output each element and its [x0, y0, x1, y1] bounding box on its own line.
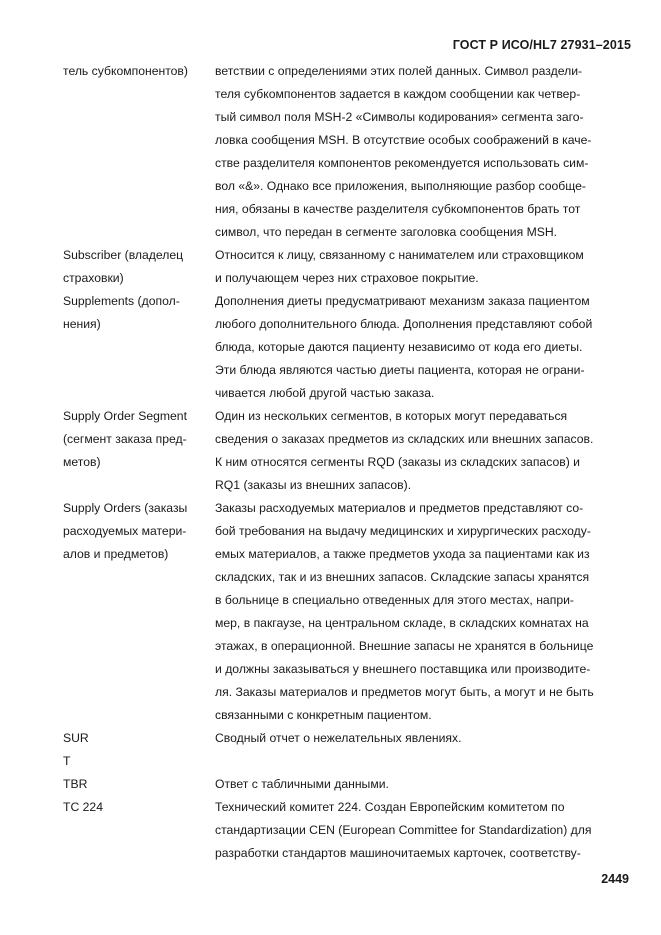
glossary-entry [63, 405, 633, 497]
definition-line: стандартизации CEN (European Committee for Standardization) для [215, 823, 592, 837]
definition-line: Один из нескольких сегментов, в которых могут передаваться [215, 409, 568, 423]
term-line: Supply Orders (заказы [63, 501, 188, 515]
term-line: TC 224 [63, 800, 103, 814]
definition-line: сведения о заказах предметов из складских или внешних запасов. [215, 432, 594, 446]
term-line: алов и предметов) [63, 547, 169, 561]
definition-line: связанными с конкретным пациентом. [215, 708, 432, 722]
glossary-entry [63, 290, 633, 405]
definition-line: мер, в пакгаузе, на центральном складе, в складских комнатах на [215, 616, 589, 630]
glossary-definition [215, 244, 633, 290]
definition-line: RQ1 (заказы из внешних запасов). [215, 478, 412, 492]
term-line: T [63, 754, 71, 768]
glossary-entry [63, 497, 633, 727]
term-line: SUR [63, 731, 89, 745]
definition-line: блюда, которые даются пациенту независимо от кода его диеты. [215, 340, 583, 354]
term-line: Supply Order Segment [63, 409, 187, 423]
definition-line: этажах, в операционной. Внешние запасы не хранятся в больнице [215, 639, 594, 653]
definition-line: Дополнения диеты предусматривают механизм заказа пациентом [215, 294, 590, 308]
glossary-entry [63, 796, 633, 865]
glossary-entry [63, 244, 633, 290]
term-line: Subscriber (владелец [63, 248, 184, 262]
page-number: 2449 [601, 872, 629, 886]
glossary-definition [215, 727, 633, 750]
definition-line: Сводный отчет о нежелательных явлениях. [215, 731, 462, 745]
glossary-term [63, 244, 215, 290]
definition-line: тый символ поля MSH-2 «Символы кодирования» сегмента заго- [215, 110, 584, 124]
definition-line: Ответ с табличными данными. [215, 777, 389, 791]
glossary-term [63, 60, 215, 244]
glossary-entry [63, 60, 633, 244]
glossary-definition [215, 750, 633, 773]
definition-line: разработки стандартов машиночитаемых карточек, соответству- [215, 846, 581, 860]
glossary-term [63, 750, 215, 773]
term-line: (сегмент заказа пред- [63, 432, 187, 446]
definition-line: вол «&». Однако все приложения, выполняющие разбор сообще- [215, 179, 586, 193]
definition-line: ния, обязаны в качестве разделителя субкомпонентов брать тот [215, 202, 581, 216]
term-line: тель субкомпонентов) [63, 64, 188, 78]
glossary-definition [215, 405, 633, 497]
definition-line: Относится к лицу, связанному с нанимателем или страховщиком [215, 248, 584, 262]
definition-line: Эти блюда являются частью диеты пациента, которая не ограни- [215, 363, 585, 377]
definition-line: бой требования на выдачу медицинских и хирургических расходу- [215, 524, 591, 538]
glossary-term [63, 727, 215, 750]
definition-line: Заказы расходуемых материалов и предметов представляют со- [215, 501, 584, 515]
definition-line: ловка сообщения MSH. В отсутствие особых соображений в каче- [215, 133, 592, 147]
glossary-term [63, 497, 215, 727]
term-line: Supplements (допол- [63, 294, 180, 308]
glossary-term [63, 773, 215, 796]
term-line: нения) [63, 317, 101, 331]
glossary-definition [215, 796, 633, 865]
definition-line: в больнице в специально отведенных для этого местах, напри- [215, 593, 574, 607]
term-line: страховки) [63, 271, 124, 285]
glossary-entry [63, 727, 633, 750]
definition-line: любого дополнительного блюда. Дополнения представляют собой [215, 317, 593, 331]
definition-line: Технический комитет 224. Создан Европейским комитетом по [215, 800, 565, 814]
definition-line: и получающем через них страховое покрытие. [215, 271, 479, 285]
definition-line: символ, что передан в сегменте заголовка сообщения MSH. [215, 225, 558, 239]
glossary-term [63, 290, 215, 405]
term-line: расходуемых матери- [63, 524, 187, 538]
glossary-term [63, 405, 215, 497]
glossary-entry [63, 750, 633, 773]
glossary-entry [63, 773, 633, 796]
definition-line: и должны заказываться у внешнего поставщика или производите- [215, 662, 591, 676]
document-header: ГОСТ Р ИСО/HL7 27931–2015 [452, 38, 631, 52]
definition-line: К ним относятся сегменты RQD (заказы из складских запасов) и [215, 455, 580, 469]
term-line: TBR [63, 777, 88, 791]
definition-line: теля субкомпонентов задается в каждом сообщении как четвер- [215, 87, 581, 101]
definition-line: стве разделителя компонентов рекомендуется использовать сим- [215, 156, 589, 170]
glossary-definition [215, 290, 633, 405]
term-line: метов) [63, 455, 101, 469]
glossary-definition [215, 773, 633, 796]
glossary-definition [215, 497, 633, 727]
definition-line: емых материалов, а также предметов ухода за пациентами как из [215, 547, 590, 561]
definition-line: ля. Заказы материалов и предметов могут быть, а могут и не быть [215, 685, 594, 699]
glossary-table [63, 60, 633, 865]
glossary-term [63, 796, 215, 865]
definition-line: складских, так и из внешних запасов. Складские запасы хранятся [215, 570, 590, 584]
definition-line: чивается любой другой частью заказа. [215, 386, 435, 400]
definition-line: ветствии с определениями этих полей данных. Символ раздели- [215, 64, 583, 78]
glossary-definition [215, 60, 633, 244]
